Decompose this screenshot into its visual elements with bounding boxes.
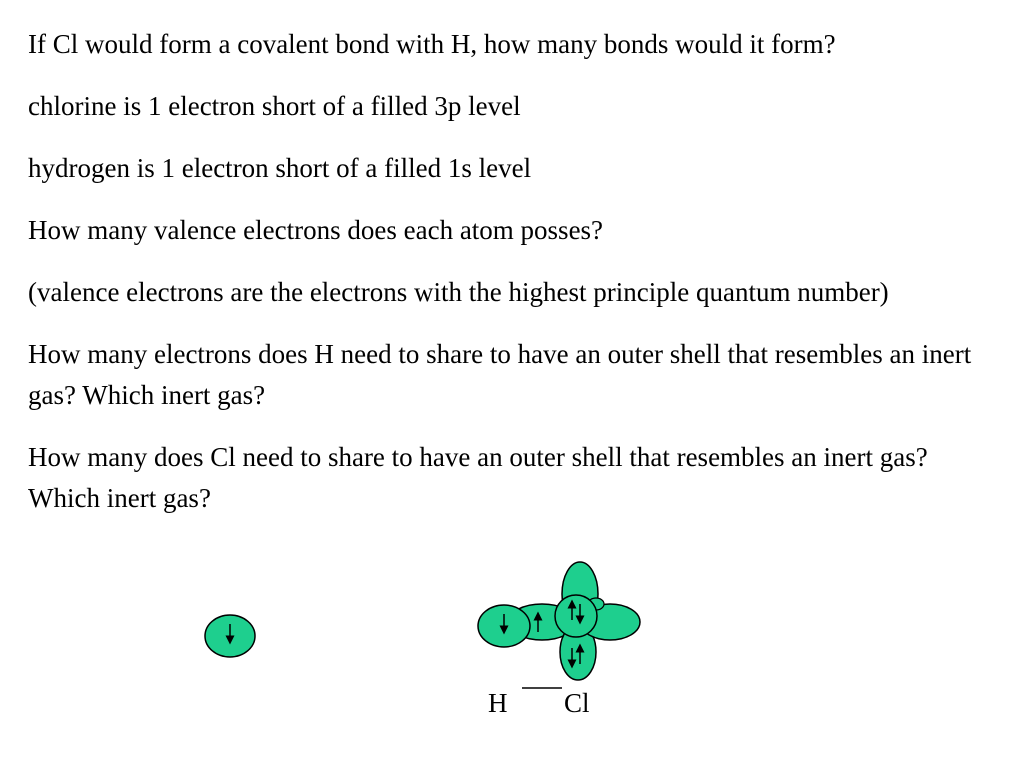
spin-pair-up-down-icon	[572, 604, 580, 620]
question-bond-count: If Cl would form a covalent bond with H, how many bonds would it form?	[28, 29, 836, 59]
cl-center-lobe	[555, 595, 597, 637]
slide-text-body	[28, 24, 988, 540]
spin-pair-down-up-icon	[572, 648, 580, 664]
cl-right-lobe	[580, 604, 640, 640]
cl-bottom-lobe	[560, 624, 596, 680]
hydrogen-label: H	[488, 688, 508, 718]
hydrogen-s-orbital	[205, 615, 255, 657]
question-cl-sharing: How many does Cl need to share to have an outer shell that resembles an inert gas? Which inert gas?	[28, 442, 928, 513]
question-h-sharing: How many electrons does H need to share to have an outer shell that resembles an inert gas? Which inert gas?	[28, 339, 972, 410]
h-overlap-orbital	[478, 605, 530, 647]
chlorine-label: Cl	[564, 688, 590, 718]
valence-definition: (valence electrons are the electrons with the highest principle quantum number)	[28, 277, 889, 307]
cl-bond-lobe	[508, 604, 576, 640]
hydrogen-statement: hydrogen is 1 electron short of a filled 1s level	[28, 153, 532, 183]
chlorine-statement: chlorine is 1 electron short of a filled 3p level	[28, 91, 521, 121]
cl-top-lobe	[562, 562, 598, 626]
question-valence-electrons: How many valence electrons does each atom posses?	[28, 215, 604, 245]
chlorine-p-orbitals	[478, 562, 640, 680]
